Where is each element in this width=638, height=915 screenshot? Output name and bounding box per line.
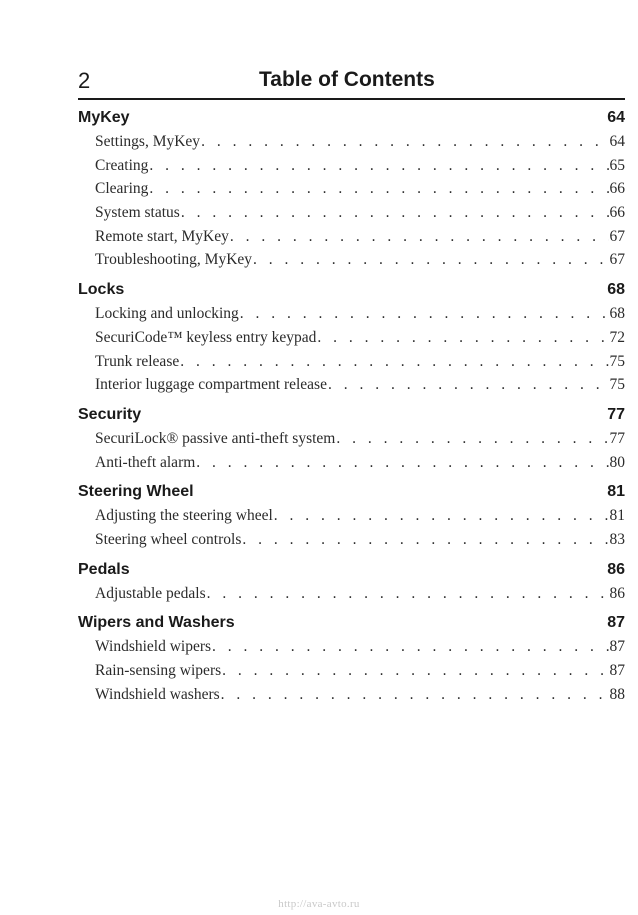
section-title: Wipers and Washers bbox=[78, 614, 235, 632]
toc-entry[interactable] bbox=[78, 305, 625, 329]
entry-page-number: 66 bbox=[609, 180, 625, 198]
dot-leader bbox=[180, 353, 608, 371]
page-number: 2 bbox=[78, 68, 91, 93]
toc-entry[interactable] bbox=[78, 133, 625, 157]
dot-leader bbox=[230, 228, 609, 246]
entry-label: Creating bbox=[95, 156, 149, 174]
entry-page-number: 87 bbox=[609, 638, 625, 656]
toc-entry[interactable] bbox=[78, 454, 625, 478]
toc-section-heading[interactable] bbox=[78, 406, 625, 430]
entry-label: Troubleshooting, MyKey bbox=[95, 251, 253, 269]
dot-leader bbox=[212, 638, 608, 656]
entry-page-number: 65 bbox=[609, 156, 625, 174]
section-title: Locks bbox=[78, 281, 125, 299]
entry-page-number: 64 bbox=[609, 133, 625, 150]
toc-entry[interactable] bbox=[78, 353, 625, 377]
toc-section bbox=[78, 406, 625, 477]
dot-leader bbox=[207, 585, 609, 603]
toc-entry[interactable] bbox=[78, 686, 625, 710]
entry-page-number: 88 bbox=[609, 685, 625, 703]
dot-leader bbox=[196, 454, 608, 472]
toc-section bbox=[78, 483, 625, 554]
toc-entry[interactable] bbox=[78, 251, 625, 275]
entry-page-number: 75 bbox=[609, 376, 625, 394]
toc-section bbox=[78, 281, 625, 400]
page-header bbox=[78, 66, 625, 100]
toc-section bbox=[78, 561, 625, 609]
entry-page-number: 80 bbox=[609, 453, 625, 471]
toc-entry[interactable] bbox=[78, 180, 625, 204]
dot-leader bbox=[221, 686, 609, 704]
toc-section-heading[interactable] bbox=[78, 281, 625, 305]
dot-leader bbox=[328, 376, 609, 394]
toc-entry[interactable] bbox=[78, 157, 625, 181]
entry-label: Clearing bbox=[95, 180, 149, 198]
toc-section bbox=[78, 109, 625, 275]
toc-entry[interactable] bbox=[78, 662, 625, 686]
entry-page-number: 75 bbox=[609, 352, 625, 370]
section-title: Steering Wheel bbox=[78, 483, 194, 501]
entry-label: System status bbox=[95, 204, 180, 222]
dot-leader bbox=[222, 662, 608, 680]
page-title: Table of Contents bbox=[259, 68, 435, 91]
entry-page-number: 83 bbox=[609, 530, 625, 548]
entry-page-number: 86 bbox=[609, 584, 625, 602]
toc-section-heading[interactable] bbox=[78, 614, 625, 638]
toc-entry[interactable] bbox=[78, 585, 625, 609]
dot-leader bbox=[240, 305, 609, 323]
dot-leader bbox=[201, 133, 608, 151]
toc-entry[interactable] bbox=[78, 204, 625, 228]
entry-page-number: 72 bbox=[609, 328, 625, 346]
dot-leader bbox=[149, 157, 608, 175]
entry-page-number: 67 bbox=[609, 227, 625, 245]
entry-page-number: 81 bbox=[609, 507, 625, 525]
entry-label: Remote start, MyKey bbox=[95, 227, 229, 245]
section-title: Pedals bbox=[78, 560, 130, 578]
section-page-number: 64 bbox=[607, 109, 625, 126]
entry-page-number: 67 bbox=[609, 251, 625, 269]
section-title: Security bbox=[78, 405, 142, 423]
footer-watermark: http://ava-avto.ru bbox=[278, 898, 360, 910]
section-page-number: 68 bbox=[607, 281, 625, 299]
entry-label: Adjustable pedals bbox=[95, 584, 206, 602]
toc-entry[interactable] bbox=[78, 531, 625, 555]
toc-section-heading[interactable] bbox=[78, 109, 625, 133]
entry-label: Windshield washers bbox=[95, 685, 220, 703]
entry-label: Settings, MyKey bbox=[95, 133, 201, 150]
toc-entry[interactable] bbox=[78, 638, 625, 662]
entry-label: Steering wheel controls bbox=[95, 530, 242, 548]
toc-entry[interactable] bbox=[78, 228, 625, 252]
entry-page-number: 77 bbox=[609, 429, 625, 447]
section-page-number: 86 bbox=[607, 560, 625, 578]
entry-label: SecuriLock® passive anti-theft system bbox=[95, 429, 336, 447]
section-page-number: 81 bbox=[607, 483, 625, 501]
entry-label: Locking and unlocking bbox=[95, 305, 239, 323]
dot-leader bbox=[274, 507, 609, 525]
toc-section-heading[interactable] bbox=[78, 561, 625, 585]
toc-entry[interactable] bbox=[78, 430, 625, 454]
toc-entry[interactable] bbox=[78, 329, 625, 353]
entry-page-number: 66 bbox=[609, 204, 625, 222]
dot-leader bbox=[253, 251, 608, 269]
section-page-number: 87 bbox=[607, 614, 625, 632]
toc-entry[interactable] bbox=[78, 507, 625, 531]
entry-label: Interior luggage compartment release bbox=[95, 376, 327, 394]
toc-entry[interactable] bbox=[78, 376, 625, 400]
entry-label: Anti-theft alarm bbox=[95, 453, 196, 471]
entry-label: Adjusting the steering wheel bbox=[95, 507, 273, 525]
dot-leader bbox=[149, 180, 608, 198]
entry-label: Windshield wipers bbox=[95, 638, 212, 656]
dot-leader bbox=[181, 204, 609, 222]
dot-leader bbox=[336, 430, 608, 448]
section-title: MyKey bbox=[78, 109, 130, 126]
entry-label: SecuriCode™ keyless entry keypad bbox=[95, 328, 317, 346]
entry-page-number: 87 bbox=[609, 662, 625, 679]
dot-leader bbox=[242, 531, 608, 549]
table-of-contents bbox=[78, 109, 625, 715]
entry-label: Rain-sensing wipers bbox=[95, 662, 222, 679]
toc-section bbox=[78, 614, 625, 709]
dot-leader bbox=[317, 329, 608, 347]
entry-page-number: 68 bbox=[609, 305, 625, 323]
section-page-number: 77 bbox=[607, 405, 625, 423]
toc-section-heading[interactable] bbox=[78, 483, 625, 507]
entry-label: Trunk release bbox=[95, 352, 180, 370]
